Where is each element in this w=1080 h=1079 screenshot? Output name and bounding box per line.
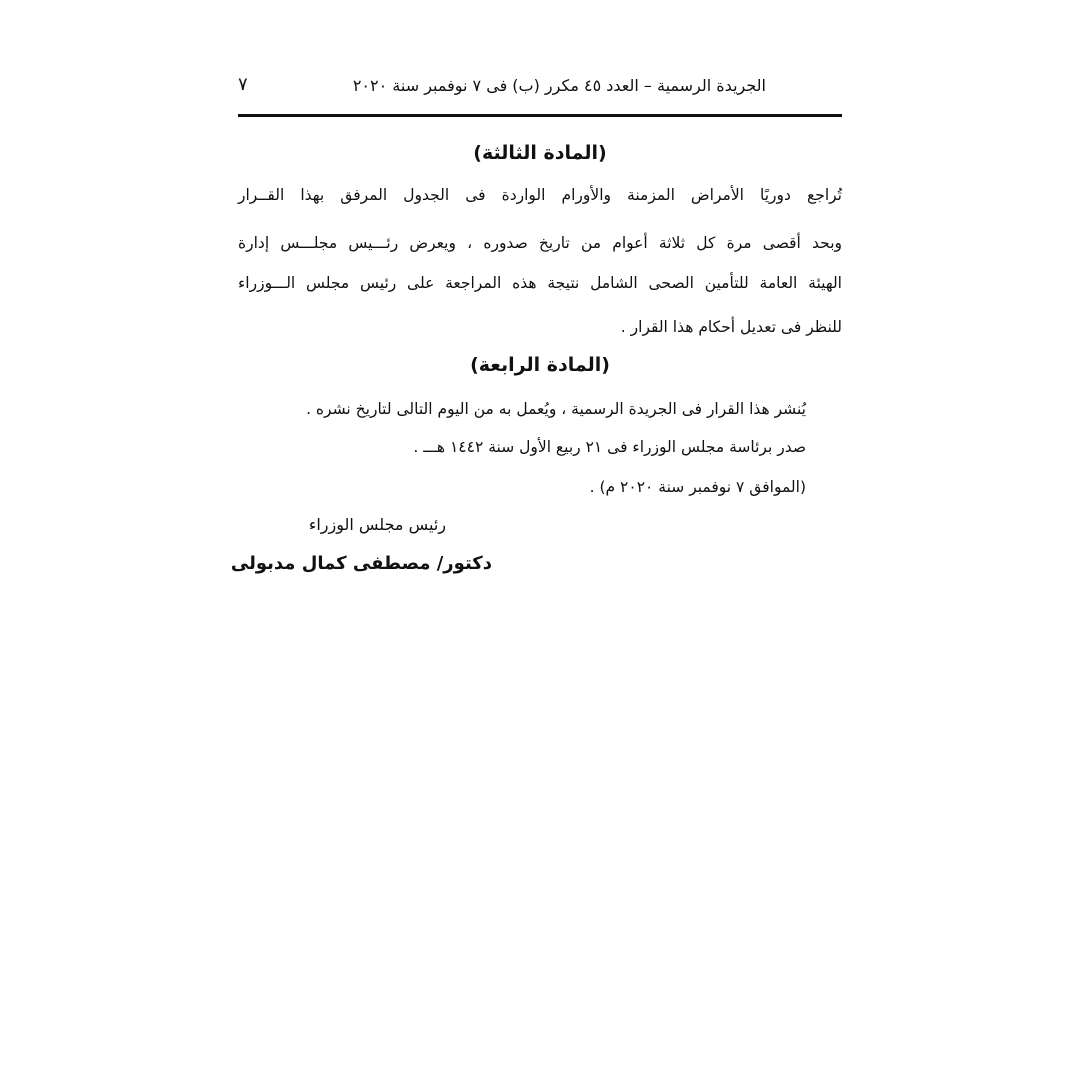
page-number: ٧	[238, 74, 248, 95]
article-4-line: يُنشر هذا القرار فى الجريدة الرسمية ، ويُعمل به من اليوم التالى لتاريخ نشره .	[306, 400, 806, 418]
article-3-line: تُراجع دوريًا الأمراض المزمنة والأورام الواردة فى الجدول المرفق بهذا القــرار	[238, 186, 842, 204]
page-header	[238, 70, 842, 106]
signature-title: رئيس مجلس الوزراء	[308, 515, 446, 534]
article-4-line: (الموافق ٧ نوفمبر سنة ٢٠٢٠ م) .	[589, 478, 806, 496]
signature-name: دكتور/ مصطفى كمال مدبولى	[230, 553, 492, 574]
article-4-heading: (المادة الرابعة)	[470, 354, 610, 376]
article-3-heading: (المادة الثالثة)	[473, 142, 607, 164]
article-3-line: للنظر فى تعديل أحكام هذا القرار .	[620, 318, 842, 336]
header-rule	[238, 114, 842, 117]
article-3-line: وبحد أقصى مرة كل ثلاثة أعوام من تاريخ صدوره ، ويعرض رئـــيس مجلـــس إدارة	[238, 234, 842, 252]
article-3-line: الهيئة العامة للتأمين الصحى الشامل نتيجة هذه المراجعة على رئيس مجلس الـــوزراء	[238, 274, 842, 292]
running-title: الجريدة الرسمية – العدد ٤٥ مكرر (ب) فى ٧ نوفمبر سنة ٢٠٢٠	[352, 76, 766, 95]
article-4-line: صدر برئاسة مجلس الوزراء فى ٢١ ربيع الأول سنة ١٤٤٢ هـــ .	[413, 438, 806, 456]
